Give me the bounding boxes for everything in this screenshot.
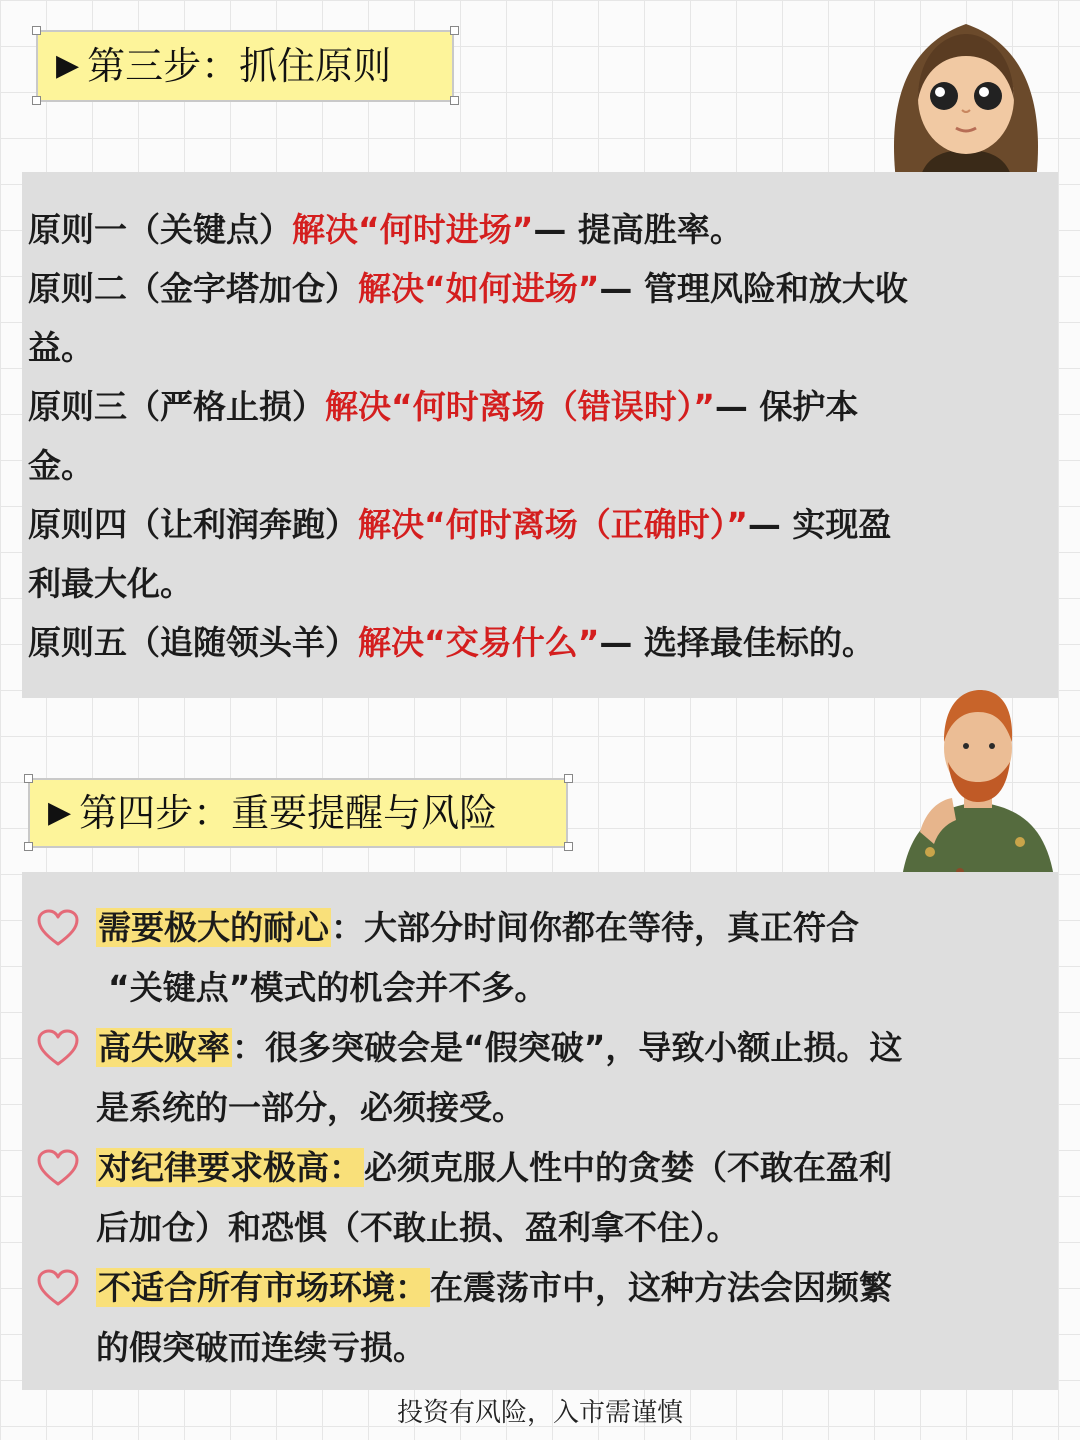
principle-benefit: — 提高胜率。 — [533, 210, 743, 249]
risk-disclaimer: 投资有风险，入市需谨慎 — [396, 1398, 683, 1428]
heart-outline-icon — [36, 1148, 80, 1188]
risk-item-line1 — [96, 1138, 1058, 1198]
principle-line — [28, 495, 1058, 554]
risk-item-title: 对纪律要求极高： — [98, 1148, 362, 1187]
step3-header — [36, 30, 454, 102]
risk-item-line2: 后加仓）和恐惧（不敢止损、盈利拿不住）。 — [96, 1208, 740, 1247]
triangle-right-icon: ▶ — [56, 48, 80, 83]
man-portrait-illustration — [900, 682, 1056, 892]
triangle-right-icon: ▶ — [48, 795, 72, 830]
principle-line — [28, 613, 1058, 672]
risk-item — [28, 1258, 1058, 1378]
principle-solution: 解决“何时离场（错误时）” — [325, 387, 715, 426]
principle-benefit: — 实现盈 — [747, 505, 892, 544]
risk-item-line1 — [96, 1018, 1058, 1078]
principle-line — [28, 377, 1058, 436]
principle-benefit: — 选择最佳标的。 — [599, 623, 875, 662]
heart-outline-icon — [36, 1268, 80, 1308]
principle-line — [28, 200, 1058, 259]
principle-label: 原则五（追随领头羊） — [28, 623, 358, 662]
step4-title: 第四步：重要提醒与风险 — [79, 791, 498, 835]
risk-item-line1 — [96, 1258, 1058, 1318]
principle-solution: 解决“何时进场” — [292, 210, 534, 249]
principle-continuation: 利最大化。 — [28, 564, 193, 603]
heart-outline-icon — [36, 908, 80, 948]
risk-item-line1 — [96, 898, 1058, 958]
principle-solution: 解决“交易什么” — [358, 623, 600, 662]
risk-item-text: ：很多突破会是“假突破”，导致小额止损。这 — [232, 1028, 903, 1067]
principle-benefit: — 管理风险和放大收 — [599, 269, 908, 308]
risks-panel — [22, 872, 1058, 1390]
principle-label: 原则四（让利润奔跑） — [28, 505, 358, 544]
risk-item-line2: 是系统的一部分，必须接受。 — [96, 1088, 525, 1127]
step4-header — [28, 778, 568, 848]
risk-item-text: 在震荡市中，这种方法会因频繁 — [430, 1268, 892, 1307]
principle-continuation: 金。 — [28, 446, 94, 485]
girl-portrait-illustration — [878, 10, 1054, 196]
principle-label: 原则一（关键点） — [28, 210, 292, 249]
principle-continuation: 益。 — [28, 328, 94, 367]
risk-item-title: 高失败率 — [98, 1028, 230, 1067]
risk-item-title: 不适合所有市场环境： — [98, 1268, 428, 1307]
principles-panel — [22, 172, 1058, 698]
risk-item-text: 必须克服人性中的贪婪（不敢在盈利 — [364, 1148, 892, 1187]
risk-item-line2: 的假突破而连续亏损。 — [96, 1328, 426, 1367]
principle-benefit: — 保护本 — [714, 387, 859, 426]
principle-label: 原则二（金字塔加仓） — [28, 269, 358, 308]
risk-item-text: ：大部分时间你都在等待，真正符合 — [331, 908, 859, 947]
risk-item-title: 需要极大的耐心 — [98, 908, 329, 947]
principle-solution: 解决“何时离场（正确时）” — [358, 505, 748, 544]
risk-item-line2: “关键点”模式的机会并不多。 — [108, 968, 548, 1007]
risk-item — [28, 1138, 1058, 1258]
principle-label: 原则三（严格止损） — [28, 387, 325, 426]
step3-title: 第三步：抓住原则 — [87, 44, 392, 88]
principle-solution: 解决“如何进场” — [358, 269, 600, 308]
heart-outline-icon — [36, 1028, 80, 1068]
risk-item — [28, 1018, 1058, 1138]
risk-item — [28, 898, 1058, 1018]
principle-line — [28, 259, 1058, 318]
